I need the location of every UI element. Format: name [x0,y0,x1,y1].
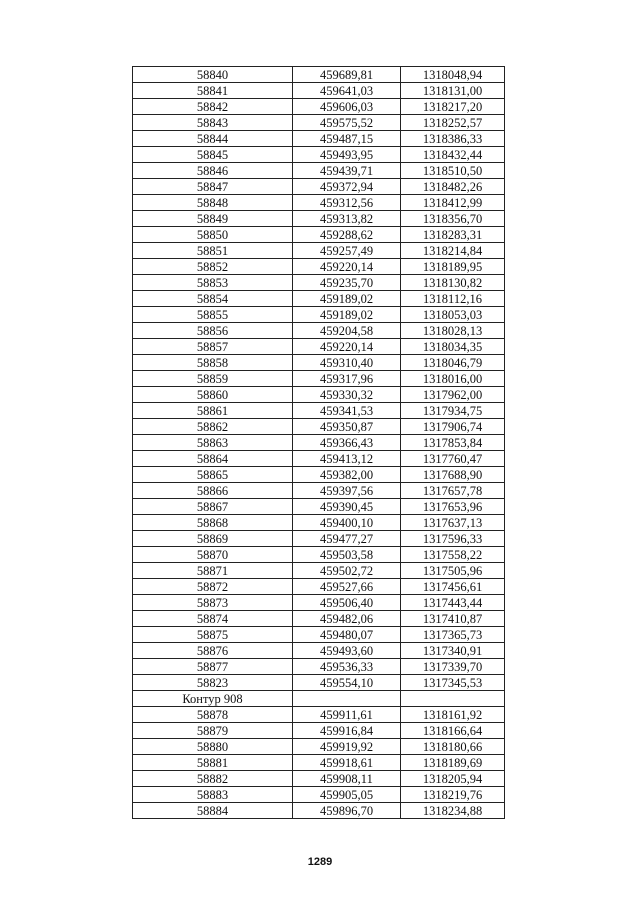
table-row [133,371,505,387]
y-coordinate-cell: 1317934,75 [401,403,505,419]
y-coordinate-cell: 1318234,88 [401,803,505,819]
point-number-cell: 58862 [133,419,293,435]
point-number-cell: 58849 [133,211,293,227]
table-row [133,291,505,307]
table-row [133,467,505,483]
y-coordinate-cell: 1318386,33 [401,131,505,147]
table-row [133,227,505,243]
table-row [133,755,505,771]
x-coordinate-cell: 459493,60 [293,643,401,659]
x-coordinate-cell: 459502,72 [293,563,401,579]
point-number-cell: 58858 [133,355,293,371]
x-coordinate-cell: 459439,71 [293,163,401,179]
x-coordinate-cell: 459493,95 [293,147,401,163]
point-number-cell: 58852 [133,259,293,275]
point-number-cell: 58884 [133,803,293,819]
x-coordinate-cell: 459413,12 [293,451,401,467]
y-coordinate-cell: 1318510,50 [401,163,505,179]
point-number-cell: 58869 [133,531,293,547]
y-coordinate-cell: 1318283,31 [401,227,505,243]
table-row [133,739,505,755]
point-number-cell: 58851 [133,243,293,259]
x-coordinate-cell: 459477,27 [293,531,401,547]
table-row [133,259,505,275]
y-coordinate-cell: 1317653,96 [401,499,505,515]
x-coordinate-cell: 459341,53 [293,403,401,419]
y-coordinate-cell: 1317339,70 [401,659,505,675]
table-row [133,451,505,467]
point-number-cell: 58864 [133,451,293,467]
point-number-cell: 58874 [133,611,293,627]
y-coordinate-cell: 1317505,96 [401,563,505,579]
point-number-cell: 58848 [133,195,293,211]
point-number-cell: 58845 [133,147,293,163]
table-row [133,115,505,131]
y-coordinate-cell: 1317443,44 [401,595,505,611]
table-row [133,579,505,595]
x-coordinate-cell: 459606,03 [293,99,401,115]
table-row [133,243,505,259]
x-coordinate-cell: 459220,14 [293,259,401,275]
point-number-cell: 58860 [133,387,293,403]
x-coordinate-cell: 459641,03 [293,83,401,99]
point-number-cell: 58870 [133,547,293,563]
y-coordinate-cell: 1318161,92 [401,707,505,723]
y-coordinate-cell: 1318131,00 [401,83,505,99]
table-row [133,595,505,611]
y-coordinate-cell: 1317456,61 [401,579,505,595]
y-coordinate-cell: 1318412,99 [401,195,505,211]
point-number-cell: 58857 [133,339,293,355]
table-row [133,563,505,579]
y-coordinate-cell: 1318217,20 [401,99,505,115]
point-number-cell: 58847 [133,179,293,195]
table-row [133,131,505,147]
page-number: 1289 [307,856,333,868]
point-number-cell: 58853 [133,275,293,291]
table-row [133,163,505,179]
x-coordinate-cell: 459204,58 [293,323,401,339]
point-number-cell: 58879 [133,723,293,739]
y-coordinate-cell: 1317962,00 [401,387,505,403]
table-row [133,195,505,211]
table-row [133,307,505,323]
table-row [133,627,505,643]
table-row [133,323,505,339]
x-coordinate-cell: 459382,00 [293,467,401,483]
table-row [133,483,505,499]
point-number-cell: 58823 [133,675,293,691]
point-number-cell: 58843 [133,115,293,131]
x-coordinate-cell: 459905,05 [293,787,401,803]
point-number-cell: 58881 [133,755,293,771]
point-number-cell: 58866 [133,483,293,499]
table-row [133,179,505,195]
y-coordinate-cell: 1318016,00 [401,371,505,387]
y-coordinate-cell: 1318053,03 [401,307,505,323]
point-number-cell: 58861 [133,403,293,419]
point-number-cell: 58867 [133,499,293,515]
point-number-cell: 58856 [133,323,293,339]
y-coordinate-cell: 1318112,16 [401,291,505,307]
x-coordinate-cell: 459689,81 [293,67,401,83]
y-coordinate-cell: 1317760,47 [401,451,505,467]
y-coordinate-cell: 1318189,95 [401,259,505,275]
table-row [133,643,505,659]
x-coordinate-cell: 459908,11 [293,771,401,787]
point-number-cell: 58865 [133,467,293,483]
y-coordinate-cell: 1317596,33 [401,531,505,547]
y-coordinate-cell: 1318252,57 [401,115,505,131]
point-number-cell: 58872 [133,579,293,595]
y-coordinate-cell: 1317345,53 [401,675,505,691]
point-number-cell: Контур 908 [133,691,293,707]
point-number-cell: 58842 [133,99,293,115]
y-coordinate-cell: 1317410,87 [401,611,505,627]
x-coordinate-cell: 459487,15 [293,131,401,147]
y-coordinate-cell: 1318028,13 [401,323,505,339]
table-row [133,803,505,819]
y-coordinate-cell: 1318219,76 [401,787,505,803]
x-coordinate-cell: 459397,56 [293,483,401,499]
point-number-cell: 58844 [133,131,293,147]
y-coordinate-cell: 1318046,79 [401,355,505,371]
table-row [133,339,505,355]
y-coordinate-cell: 1317906,74 [401,419,505,435]
table-row [133,675,505,691]
table-row [133,435,505,451]
x-coordinate-cell: 459400,10 [293,515,401,531]
y-coordinate-cell: 1318482,26 [401,179,505,195]
point-number-cell: 58855 [133,307,293,323]
y-coordinate-cell: 1317853,84 [401,435,505,451]
x-coordinate-cell: 459503,58 [293,547,401,563]
y-coordinate-cell: 1317637,13 [401,515,505,531]
y-coordinate-cell: 1317365,73 [401,627,505,643]
x-coordinate-cell: 459480,07 [293,627,401,643]
y-coordinate-cell: 1318048,94 [401,67,505,83]
y-coordinate-cell: 1317340,91 [401,643,505,659]
x-coordinate-cell: 459313,82 [293,211,401,227]
point-number-cell: 58882 [133,771,293,787]
coordinates-table [132,66,505,819]
table-row [133,83,505,99]
x-coordinate-cell: 459317,96 [293,371,401,387]
y-coordinate-cell: 1318166,64 [401,723,505,739]
x-coordinate-cell: 459288,62 [293,227,401,243]
point-number-cell: 58878 [133,707,293,723]
x-coordinate-cell [293,691,401,707]
table-row [133,211,505,227]
x-coordinate-cell: 459896,70 [293,803,401,819]
table-row [133,611,505,627]
point-number-cell: 58841 [133,83,293,99]
table-row [133,787,505,803]
table-row [133,531,505,547]
point-number-cell: 58883 [133,787,293,803]
point-number-cell: 58850 [133,227,293,243]
x-coordinate-cell: 459554,10 [293,675,401,691]
table-row [133,707,505,723]
point-number-cell: 58840 [133,67,293,83]
x-coordinate-cell: 459350,87 [293,419,401,435]
y-coordinate-cell: 1318205,94 [401,771,505,787]
table-row [133,691,505,707]
y-coordinate-cell: 1317657,78 [401,483,505,499]
y-coordinate-cell: 1317558,22 [401,547,505,563]
table-row [133,419,505,435]
table-row [133,771,505,787]
x-coordinate-cell: 459916,84 [293,723,401,739]
x-coordinate-cell: 459189,02 [293,307,401,323]
table-row [133,99,505,115]
table-row [133,147,505,163]
point-number-cell: 58863 [133,435,293,451]
y-coordinate-cell: 1318432,44 [401,147,505,163]
coordinates-table-body [133,67,505,819]
y-coordinate-cell [401,691,505,707]
point-number-cell: 58868 [133,515,293,531]
point-number-cell: 58871 [133,563,293,579]
x-coordinate-cell: 459312,56 [293,195,401,211]
table-row [133,403,505,419]
y-coordinate-cell: 1318356,70 [401,211,505,227]
point-number-cell: 58877 [133,659,293,675]
x-coordinate-cell: 459527,66 [293,579,401,595]
x-coordinate-cell: 459372,94 [293,179,401,195]
y-coordinate-cell: 1318034,35 [401,339,505,355]
x-coordinate-cell: 459919,92 [293,739,401,755]
y-coordinate-cell: 1318130,82 [401,275,505,291]
y-coordinate-cell: 1317688,90 [401,467,505,483]
point-number-cell: 58875 [133,627,293,643]
x-coordinate-cell: 459918,61 [293,755,401,771]
table-row [133,723,505,739]
x-coordinate-cell: 459911,61 [293,707,401,723]
x-coordinate-cell: 459330,32 [293,387,401,403]
x-coordinate-cell: 459536,33 [293,659,401,675]
table-row [133,499,505,515]
x-coordinate-cell: 459235,70 [293,275,401,291]
x-coordinate-cell: 459366,43 [293,435,401,451]
table-row [133,67,505,83]
point-number-cell: 58854 [133,291,293,307]
y-coordinate-cell: 1318189,69 [401,755,505,771]
x-coordinate-cell: 459482,06 [293,611,401,627]
y-coordinate-cell: 1318214,84 [401,243,505,259]
point-number-cell: 58873 [133,595,293,611]
x-coordinate-cell: 459390,45 [293,499,401,515]
table-row [133,659,505,675]
x-coordinate-cell: 459506,40 [293,595,401,611]
table-row [133,387,505,403]
table-row [133,547,505,563]
table-row [133,515,505,531]
x-coordinate-cell: 459575,52 [293,115,401,131]
table-row [133,275,505,291]
point-number-cell: 58859 [133,371,293,387]
point-number-cell: 58880 [133,739,293,755]
point-number-cell: 58846 [133,163,293,179]
x-coordinate-cell: 459189,02 [293,291,401,307]
x-coordinate-cell: 459220,14 [293,339,401,355]
table-row [133,355,505,371]
x-coordinate-cell: 459310,40 [293,355,401,371]
x-coordinate-cell: 459257,49 [293,243,401,259]
y-coordinate-cell: 1318180,66 [401,739,505,755]
point-number-cell: 58876 [133,643,293,659]
